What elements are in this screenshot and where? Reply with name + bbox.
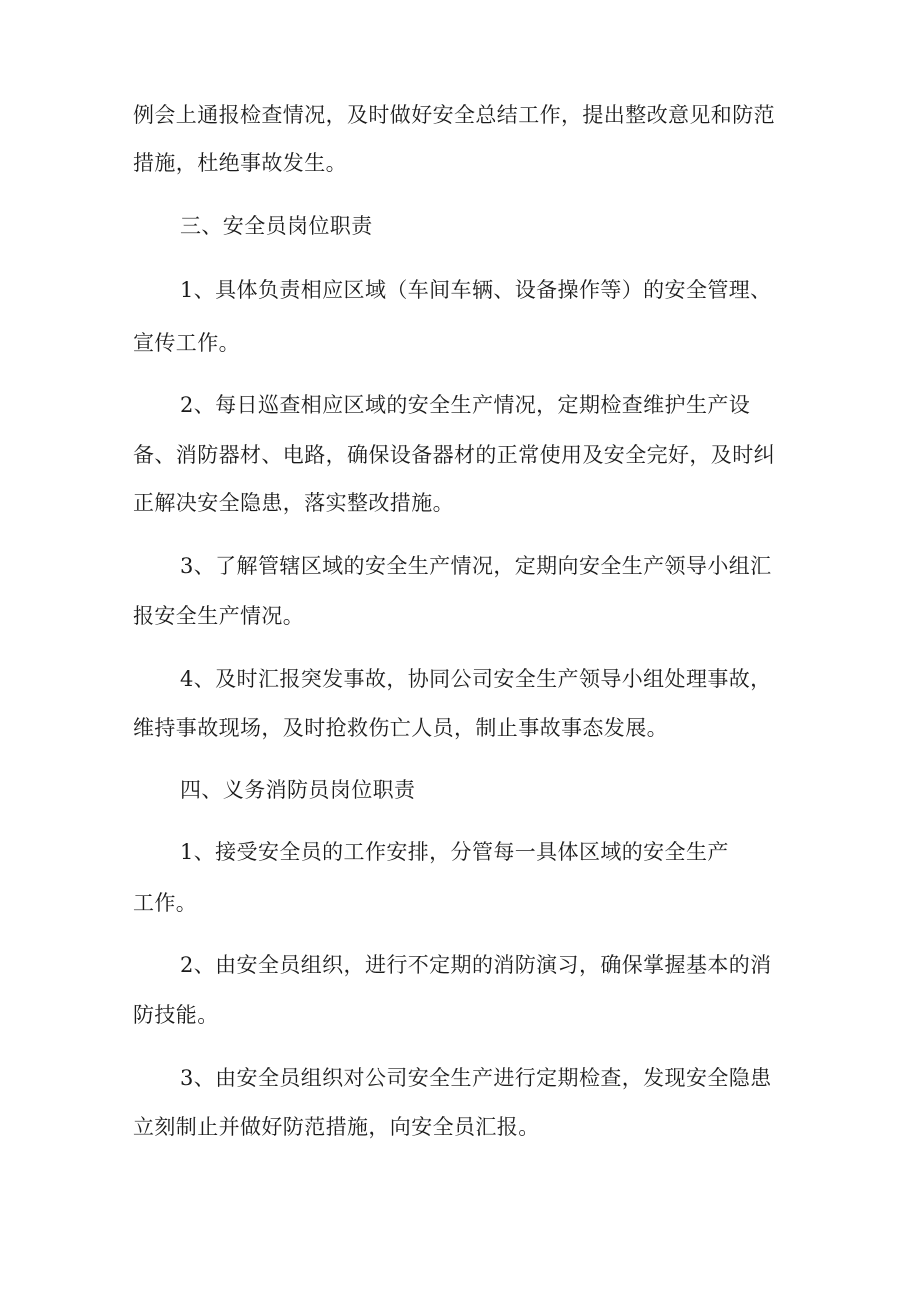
safety-officer-item-2-cont: 正解决安全隐患，落实整改措施。: [133, 491, 454, 515]
section-heading-safety-officer: 三、安全员岗位职责: [180, 214, 373, 238]
continuation-paragraph-line: 例会上通报检查情况，及时做好安全总结工作，提出整改意见和防范: [133, 103, 775, 127]
firefighter-item-1: 1、接受安全员的工作安排，分管每一具体区域的安全生产: [180, 840, 729, 864]
safety-officer-item-1-cont: 宣传工作。: [133, 331, 240, 355]
firefighter-item-3-cont: 立刻制止并做好防范措施，向安全员汇报。: [133, 1115, 540, 1139]
continuation-paragraph-line: 措施，杜绝事故发生。: [133, 151, 347, 175]
safety-officer-item-4-cont: 维持事故现场，及时抢救伤亡人员，制止事故事态发展。: [133, 716, 668, 740]
safety-officer-item-1: 1、具体负责相应区域（车间车辆、设备操作等）的安全管理、: [180, 278, 772, 302]
safety-officer-item-3: 3、了解管辖区域的安全生产情况，定期向安全生产领导小组汇: [180, 554, 772, 578]
safety-officer-item-4: 4、及时汇报突发事故，协同公司安全生产领导小组处理事故，: [180, 667, 772, 691]
safety-officer-item-2: 2、每日巡查相应区域的安全生产情况，定期检查维护生产设: [180, 393, 751, 417]
firefighter-item-2-cont: 防技能。: [133, 1003, 219, 1027]
safety-officer-item-3-cont: 报安全生产情况。: [133, 604, 305, 628]
firefighter-item-3: 3、由安全员组织对公司安全生产进行定期检查，发现安全隐患: [180, 1066, 772, 1090]
firefighter-item-1-cont: 工作。: [133, 891, 198, 915]
firefighter-item-2: 2、由安全员组织，进行不定期的消防演习，确保掌握基本的消: [180, 953, 772, 977]
section-heading-volunteer-firefighter: 四、义务消防员岗位职责: [180, 778, 416, 802]
safety-officer-item-2-cont: 备、消防器材、电路，确保设备器材的正常使用及安全完好，及时纠: [133, 443, 775, 467]
